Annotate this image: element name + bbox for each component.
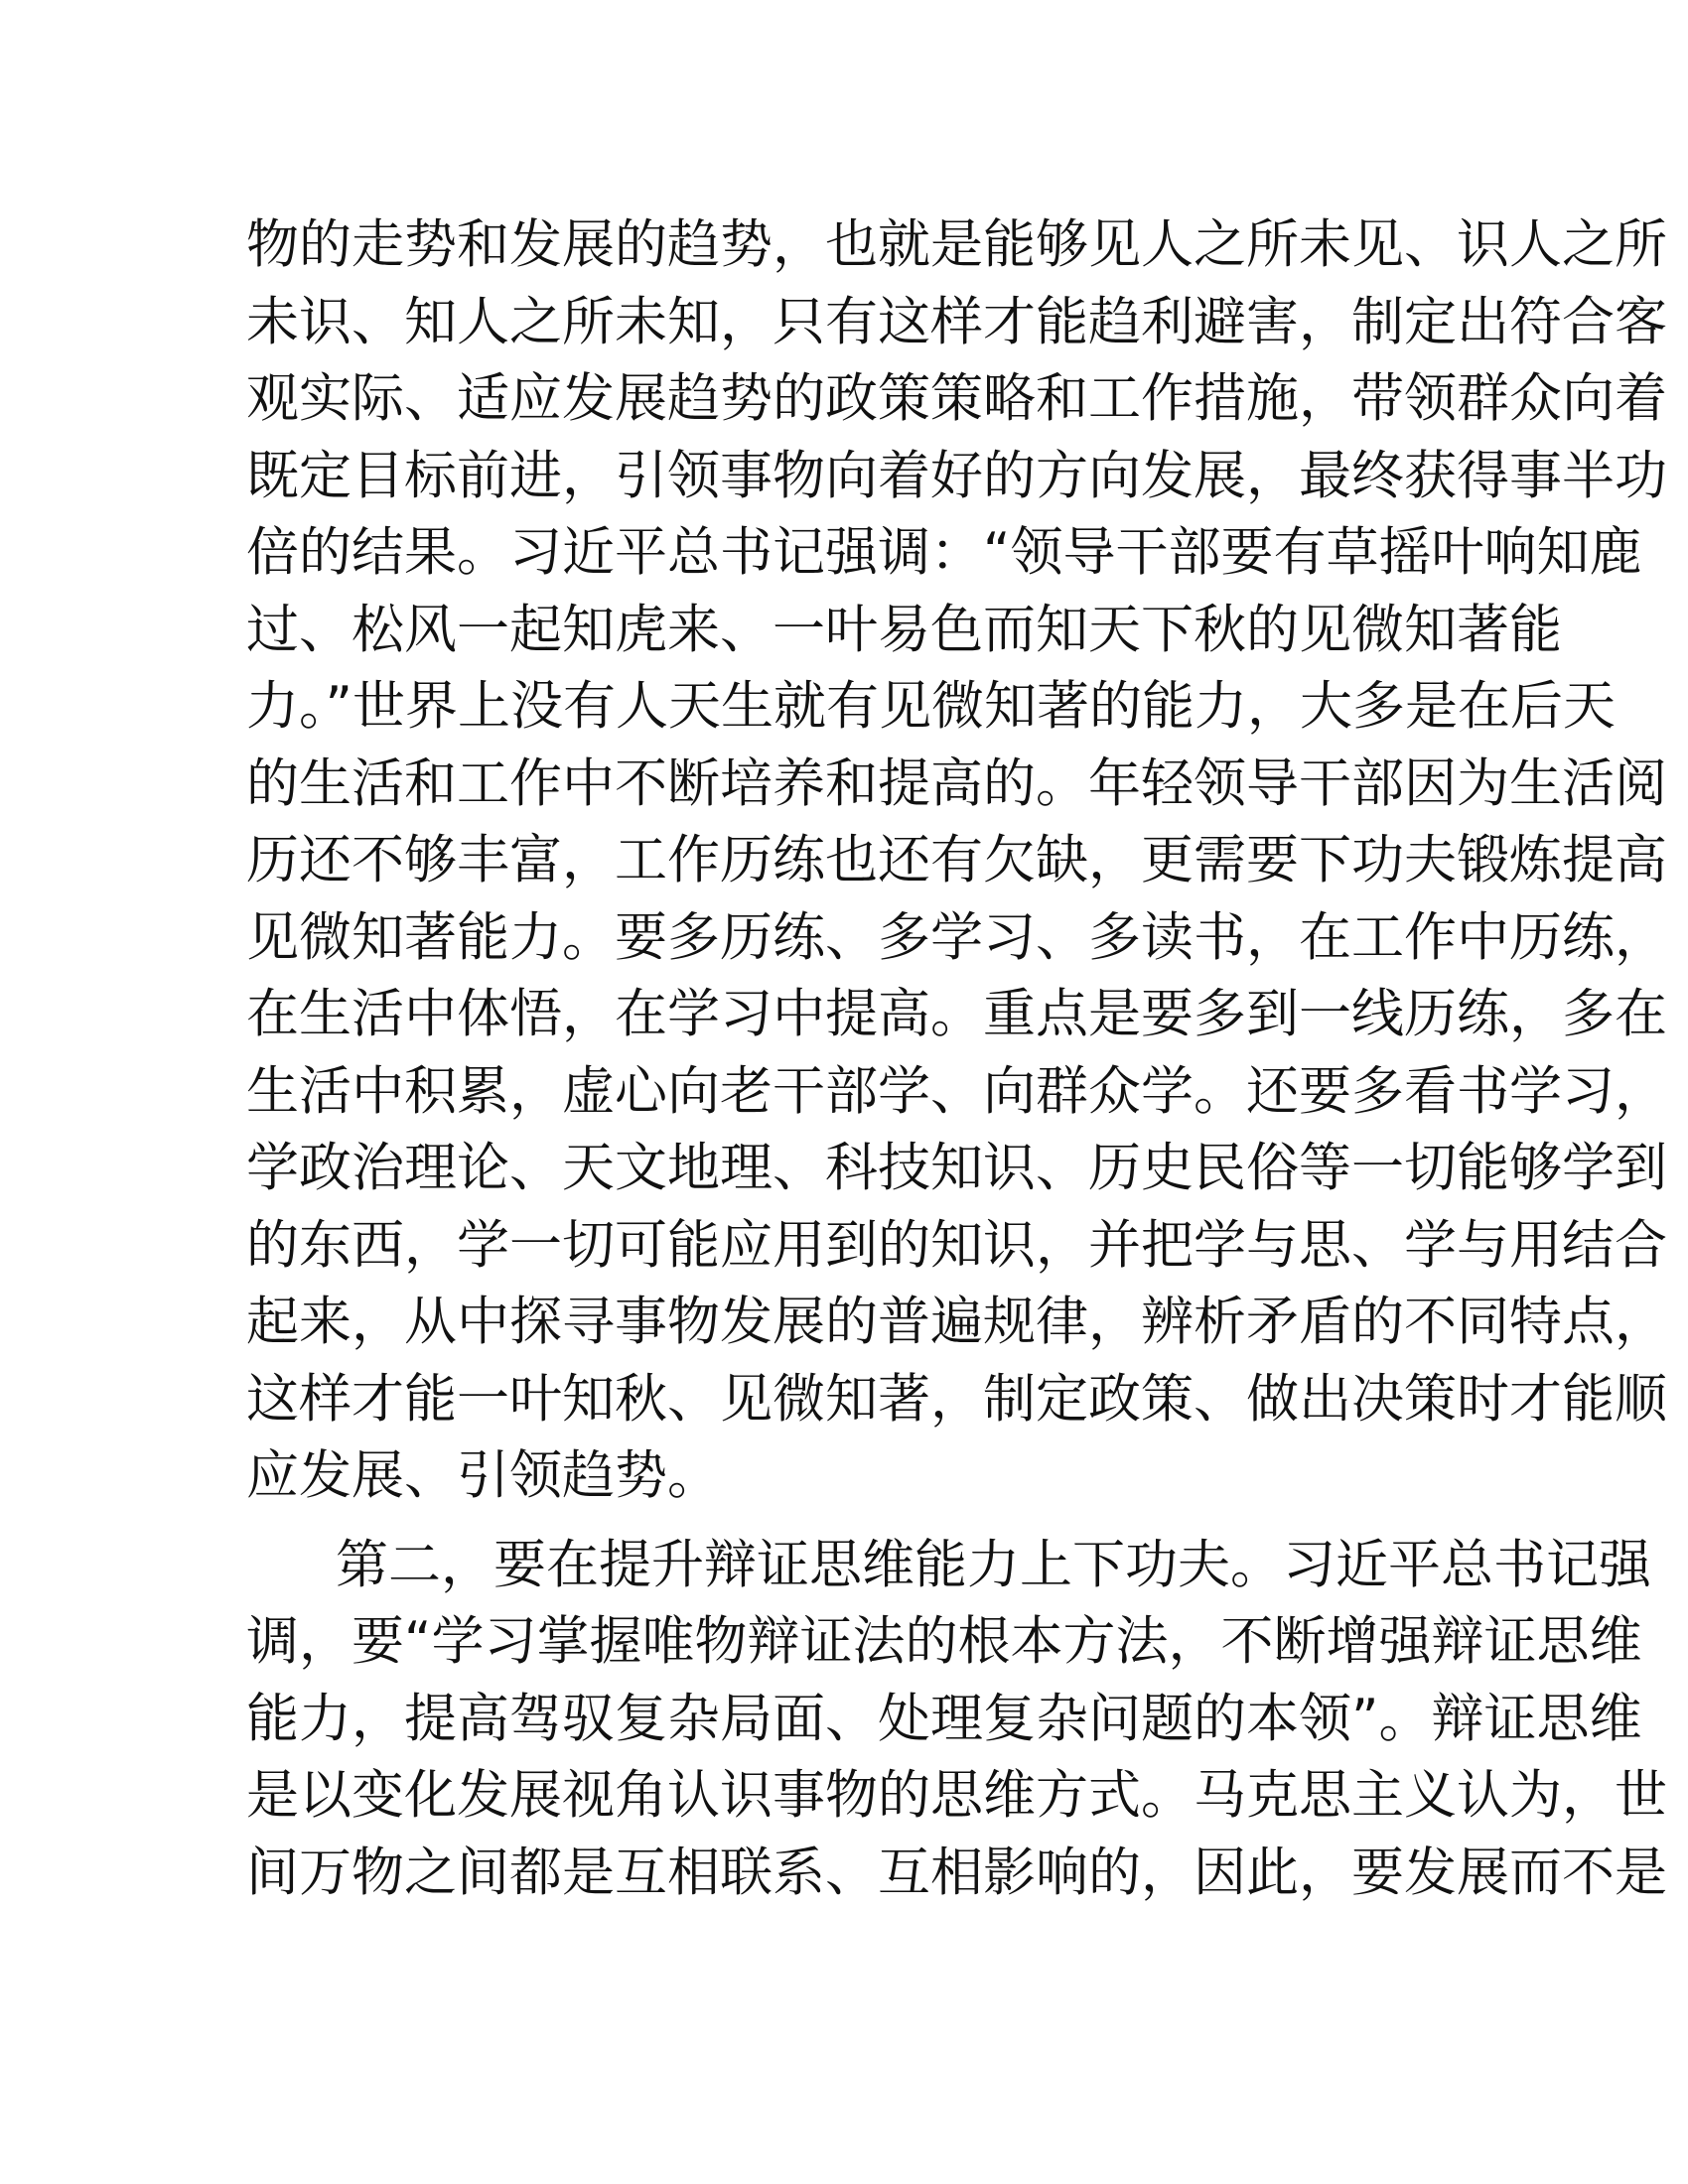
text-line: 的生活和工作中不断培养和提高的。年轻领导干部因为生活阅 [246, 752, 1667, 814]
text-line: 能力，提高驾驭复杂局面、处理复杂问题的本领”。辩证思维 [246, 1688, 1642, 1749]
text-line: 学政治理论、天文地理、科技知识、历史民俗等一切能够学到 [246, 1138, 1667, 1198]
text-line: 过、松风一起知虎来、一叶易色而知天下秋的见微知著能 [246, 599, 1562, 660]
text-line: 力。”世界上没有人天生就有见微知著的能力，大多是在后天 [246, 676, 1616, 737]
text-line: 观实际、适应发展趋势的政策策略和工作措施，带领群众向着 [246, 368, 1667, 429]
text-line: 历还不够丰富，工作历练也还有欠缺，更需要下功夫锻炼提高 [246, 830, 1667, 890]
text-line: 未识、知人之所未知，只有这样才能趋利避害，制定出符合客 [246, 291, 1667, 352]
text-line: 调，要“学习掌握唯物辩证法的根本方法，不断增强辩证思维 [246, 1611, 1642, 1672]
text-line: 间万物之间都是互相联系、互相影响的，因此，要发展而不是 [246, 1842, 1667, 1903]
paragraph-spacer [246, 1515, 1448, 1527]
text-line: 生活中积累，虚心向老干部学、向群众学。还要多看书学习， [246, 1060, 1667, 1122]
text-line: 倍的结果。习近平总书记强调：“领导干部要有草摇叶响知鹿 [246, 522, 1642, 583]
paragraph-1 [246, 206, 1667, 1515]
text-line: 见微知著能力。要多历练、多学习、多读书，在工作中历练， [246, 906, 1667, 968]
document-page [246, 206, 1667, 1911]
text-line: 物的走势和发展的趋势，也就是能够见人之所未见、识人之所 [246, 214, 1667, 275]
text-line: 既定目标前进，引领事物向着好的方向发展，最终获得事半功 [246, 445, 1667, 506]
paragraph-2 [246, 1527, 1667, 1912]
text-line: 是以变化发展视角认识事物的思维方式。马克思主义认为，世 [246, 1765, 1667, 1826]
text-line: 这样才能一叶知秋、见微知著，制定政策、做出决策时才能顺 [246, 1368, 1667, 1430]
text-line: 起来，从中探寻事物发展的普遍规律，辨析矛盾的不同特点， [246, 1292, 1667, 1352]
text-line: 在生活中体悟，在学习中提高。重点是要多到一线历练，多在 [246, 984, 1667, 1044]
text-line-indented: 第二，要在提升辩证思维能力上下功夫。习近平总书记强 [336, 1534, 1651, 1595]
text-line: 的东西，学一切可能应用到的知识，并把学与思、学与用结合 [246, 1214, 1667, 1276]
text-line: 应发展、引领趋势。 [246, 1445, 720, 1506]
